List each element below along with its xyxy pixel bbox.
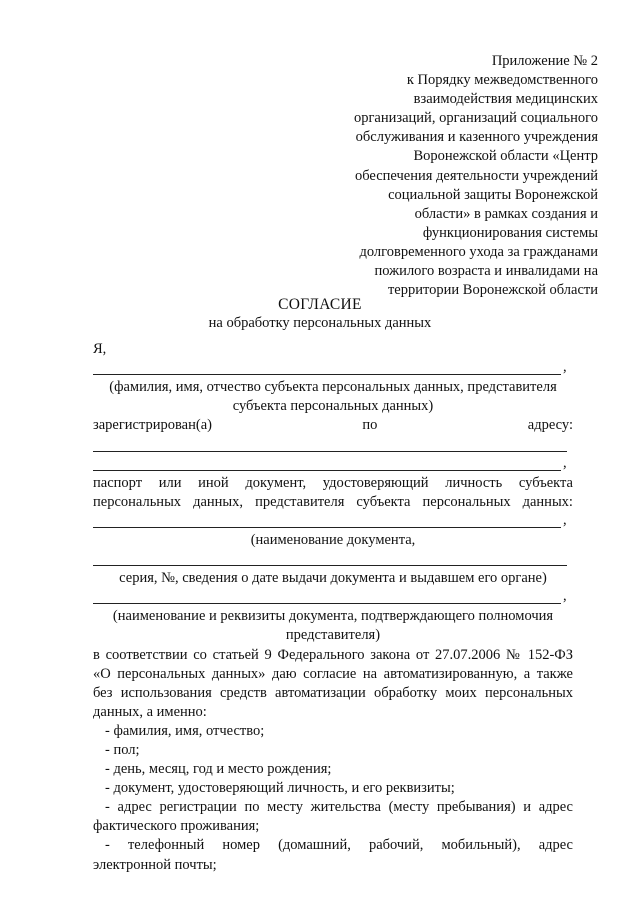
word: документ, (245, 474, 307, 491)
address-field-row-1 (93, 435, 573, 454)
list-item: - день, месяц, год и место рождения; (105, 761, 332, 778)
fio-blank-line[interactable] (93, 374, 561, 375)
annex-line: организаций, организаций социального (353, 110, 598, 127)
document-title: СОГЛАСИЕ (278, 296, 362, 313)
comma: , (563, 588, 567, 605)
form-body (93, 340, 573, 875)
word: адресу: (527, 417, 573, 434)
word: субъекта (518, 474, 573, 491)
word: - (105, 837, 110, 854)
word: субъекта (356, 493, 411, 510)
word: адрес (538, 799, 573, 816)
caption-line: субъекта персональных данных) (232, 398, 434, 415)
annex-line: функционирования системы (422, 224, 598, 241)
word: мобильный), (441, 837, 521, 854)
consent-line: без использования средств автоматизации обработку моих персональных (93, 684, 573, 701)
annex-line: взаимодействия медицинских (413, 91, 598, 108)
document-field-row (93, 512, 573, 531)
address-item-line-2 (93, 817, 573, 836)
word: персональных (93, 493, 182, 510)
word: телефонный (127, 837, 205, 854)
registered-row (93, 416, 573, 435)
fio-caption (93, 378, 573, 416)
representative-field-row (93, 588, 573, 607)
caption-line: представителя) (285, 627, 381, 644)
word: паспорт (93, 474, 143, 491)
word: номер (222, 837, 260, 854)
document-details-field-row (93, 550, 573, 569)
word: личность (445, 474, 503, 491)
word: представителя (255, 493, 345, 510)
word: - (105, 799, 110, 816)
annex-line: обеспечения деятельности учреждений (354, 167, 598, 184)
address-item-line-1 (93, 798, 573, 817)
representative-blank-line[interactable] (93, 603, 561, 604)
address-field-row-2 (93, 455, 573, 474)
word: регистрации (159, 799, 237, 816)
word: (домашний, (278, 837, 351, 854)
representative-caption (93, 607, 573, 645)
word: по (244, 799, 260, 816)
caption-line: (фамилия, имя, отчество субъекта персональных данных, представителя (109, 379, 557, 396)
i-row (93, 340, 573, 359)
comma: , (563, 454, 567, 471)
word: иной (198, 474, 229, 491)
word: месту (267, 799, 303, 816)
list-item: - документ, удостоверяющий личность, и его реквизиты; (105, 780, 455, 797)
document-subtitle: на обработку персональных данных (208, 315, 432, 331)
word: зарегистрирован(а) (93, 417, 212, 434)
annex-line: долговременного ухода за гражданами (359, 243, 598, 260)
list-item-continuation: фактического проживания; (93, 818, 260, 835)
document-blank-line[interactable] (93, 527, 561, 528)
annex-line: обслуживания и казенного учреждения (355, 129, 598, 146)
consent-line: в соответствии со статьей 9 Федерального закона от 27.07.2006 № 152-ФЗ (93, 646, 573, 663)
word: и (523, 799, 532, 816)
annex-line: социальной защиты Воронежской (388, 186, 598, 203)
annex-line: Воронежской области «Центр (413, 148, 598, 165)
consent-line: данных, а именно: (93, 703, 207, 720)
address-blank-line[interactable] (93, 451, 567, 452)
word: данных, (193, 493, 244, 510)
phone-item-line-2 (93, 856, 573, 875)
annex-header (308, 52, 598, 300)
phone-item-line-1 (93, 836, 573, 855)
word: жительства (310, 799, 381, 816)
consent-line: «О персональных данных» даю согласие на автоматизированную, а также (93, 665, 573, 682)
annex-line: территории Воронежской области (387, 282, 598, 299)
doc-series-caption: серия, №, сведения о дате выдачи документа и выдавшем его органе) (119, 570, 547, 587)
caption-line: (наименование и реквизиты документа, подтверждающего полномочия (112, 608, 554, 625)
word: удостоверяющий (322, 474, 429, 491)
list-item-continuation: электронной почты; (93, 856, 217, 873)
annex-line: к Порядку межведомственного (406, 72, 598, 89)
i-label: Я, (93, 341, 107, 357)
word: персональных (422, 493, 511, 510)
comma: , (563, 511, 567, 528)
consent-paragraph (93, 646, 573, 722)
word: рабочий, (368, 837, 424, 854)
annex-line: Приложение № 2 (491, 53, 598, 69)
word: данных: (522, 493, 573, 510)
word: или (158, 474, 182, 491)
word: адрес (538, 837, 573, 854)
annex-line: пожилого возраста и инвалидами на (374, 263, 598, 280)
document-details-blank-line[interactable] (93, 565, 567, 566)
word: пребывания) (436, 799, 516, 816)
doc-name-caption: (наименование документа, (250, 531, 416, 548)
word: по (362, 417, 378, 434)
annex-line: области» в рамках создания и (414, 205, 598, 222)
list-item: - фамилия, имя, отчество; (105, 722, 265, 739)
list-item: - пол; (105, 741, 140, 758)
fio-field-row (93, 359, 573, 378)
passport-line-2 (93, 493, 573, 512)
address-blank-line[interactable] (93, 470, 561, 471)
comma: , (563, 359, 567, 376)
word: (месту (388, 799, 430, 816)
passport-line-1 (93, 474, 573, 493)
word: адрес (117, 799, 152, 816)
